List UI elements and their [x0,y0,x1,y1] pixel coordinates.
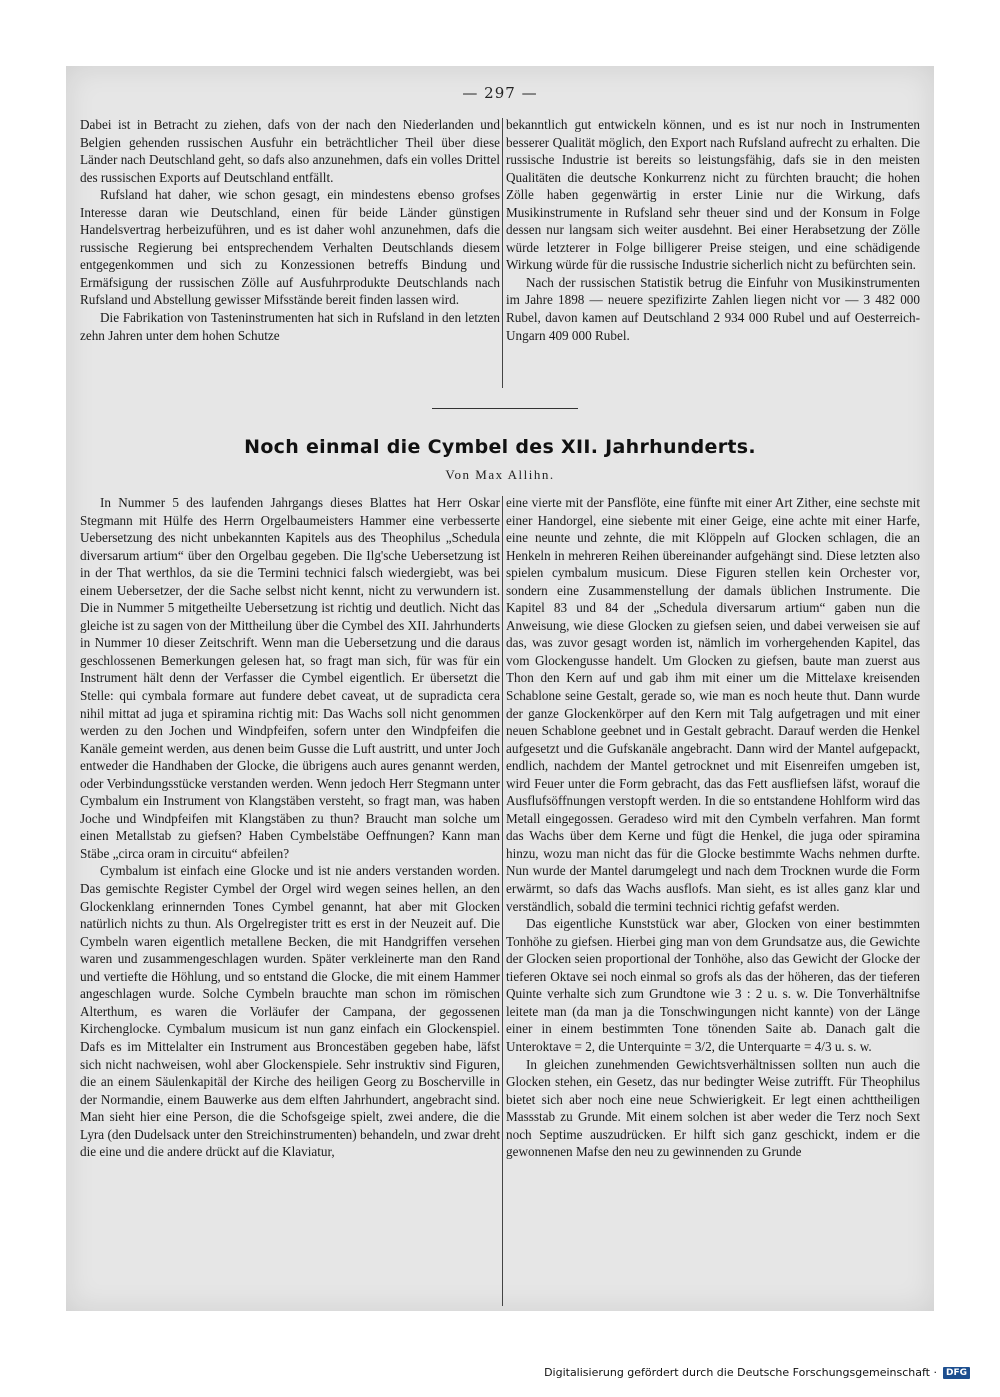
article-headline: Noch einmal die Cymbel des XII. Jahrhunderts. [244,436,756,458]
column-divider [502,118,503,388]
paragraph: Die Fabrikation von Tasteninstrumenten hat sich in Rufsland in den letzten zehn Jahren unter dem hohen Schutze [80,310,500,343]
dfg-logo-icon: DFG [943,1367,970,1379]
column-divider [502,496,503,1306]
bottom-left-column [80,494,500,1161]
article-byline: Von Max Allihn. [445,467,555,482]
credit-text: Digitalisierung gefördert durch die Deutsche Forschungsgemeinschaft · [544,1366,937,1379]
paragraph: Cymbalum ist einfach eine Glocke und ist nie anders verstanden worden. Das gemischte Register Cymbel der Orgel wird wegen seines hellen, an den Glockenklang erinnernden Tones Cymbel genannt, hat aber mit Glocken natürlich nichts zu thun. Als Orgelregister tritt es erst in der Neuzeit auf. Die Cymbeln waren eigentlich metallene Becken, die mit Handgriffen versehen waren und zusammengeschlagen wurden. Später verkleinerte man den Rand und vertiefte die Höhlung, und so entstand die Glocke, die mit einem Hammer angeschlagen wurde. Solche Cymbeln brauchte man schon im römischen Alterthum, es waren die Vorläufer der Campana, der gegossenen Kirchenglocke. Cymbalum musicum ist nun ganz einfach ein Glockenspiel. Dafs es im Mittelalter ein Instrument aus Broncestäben gegeben habe, läfst sich nicht nachweisen, wohl aber Glockenspiele. Sehr instruktiv sind Figuren, die an einem Säulenkapitäl der Kirche des heiligen Georg zu Boscherville in der Normandie, einem Bauwerke aus dem elften Jahrhundert, angebracht sind. Man sieht hier eine Person, die die Schofsgeige spielt, zwei andere, die die Lyra (den Dudelsack unter den Streichinstrumenten) behandeln, und zwar dreht die eine und die andere drückt auf die Klaviatur, [80,863,500,1160]
bottom-right-column [506,494,920,1161]
paragraph: bekanntlich gut entwickeln können, und es ist nur noch in Instrumenten besserer Qualität möglich, den Export nach Rufsland aufrecht zu erhalten. Die russische Industrie ist bereits so leistungsfähig, dafs sie in den meisten Qualitäten die deutsche Konkurrenz nicht zu fürchten braucht; die hohen Zölle haben gegenwärtig in erster Linie nur die Wirkung, dafs Musikinstrumente in Rufsland sehr theuer sind und der Konsum in Folge dessen nur langsam sich weiter ausdehnt. Bei einer Herabsetzung der Zölle würde letzterer in Folge billigerer Preise steigen, und eine schädigende Wirkung würde für die russische Industrie sicherlich nicht zu befürchten sein. [506,117,920,273]
scanned-page [66,66,934,1311]
paragraph: Das eigentliche Kunststück war aber, Glocken von einer bestimmten Tonhöhe zu giefsen. Hierbei ging man von dem Grundsatze aus, die Gewichte der Glocken seien proportional der Tonhöhe, also das Gewicht der Glocke der tieferen Oktave sei noch einmal so grofs als das der höheren, das der tieferen Quinte verhalte sich zum Grundtone wie 3 : 2 u. s. w. Die Tonverhältnifse leitete man (da man ja die Tonschwingungen nicht kannte) von der Länge einer in einem bestimmten Tone tönenden Saite ab. Danach galt die Unteroktave = 2, die Unterquinte = 3/2, die Unterquarte = 4/3 u. s. w. [506,916,920,1054]
top-left-column [80,116,500,344]
paragraph: Nach der russischen Statistik betrug die Einfuhr von Musikinstrumenten im Jahre 1898 — neuere spezifizirte Zahlen liegen nicht vor — 3 482 000 Rubel, davon kamen auf Deutschland 2 934 000 Rubel und auf Oesterreich-Ungarn 409 000 Rubel. [506,274,920,343]
paragraph: In gleichen zunehmenden Gewichtsverhältnissen sollten nun auch die Glocken stehen, ein Gesetz, das nur bedingter Weise zutrifft. Für Theophilus bietet sich aber noch eine neue Schwierigkeit. Er legt einen achttheiligen Massstab zu Grunde. Mit einem solchen ist aber weder die Terz noch Sext noch Septime auszudrücken. Er hilft sich ganz geschickt, indem er die gewonnenen Mafse den neu zu gewinnenden zu Grunde [506,1056,920,1160]
paragraph: In Nummer 5 des laufenden Jahrgangs dieses Blattes hat Herr Oskar Stegmann mit Hülfe des Herrn Orgelbaumeisters Hammer eine verbesserte Uebersetzung des nicht unbekannten Kapitels aus des Theophilus „Schedula diversarum artium“ über den Orgelbau gegeben. Die Ilg'sche Uebersetzung ist in der That werthlos, da sie die Termini technici falsch wiedergiebt, was bei einem Uebersetzer, der die Sache selbst nicht kennt, nicht zu verwundern ist. Die in Nummer 5 mitgetheilte Uebersetzung ist richtig und deutlich. Nicht das gleiche ist zu sagen von der Mittheilung über die Cymbel des XII. Jahrhunderts in Nummer 10 dieser Zeitschrift. Wenn man die Uebersetzung und die daraus geschlossenen Bemerkungen gelesen hat, so fragt man sich, für was für ein Instrument hält denn der Verfasser die Cymbel eigentlich. Er übersetzt die Stelle: qui cymbala formare aut fundere debet caveat, ut de supradicta cera nihil mittat ad juga et spiramina richtig mit: Das Wachs soll nicht genommen werden zu den Jochen und Windpfeifen, sofern unter den Windpfeifen die Kanäle gemeint werden, aus denen beim Gusse die Luft austritt, und unter Joch entweder die Handhaben der Glocke, die übrigens auch aures genannt werden, oder Verbindungsstücke verstanden werden. Wenn jedoch Herr Stegmann unter Cymbalum ein Instrument von Klangstäben versteht, so fragt man, was haben Joche und Windpfeifen mit Klangstäben zu thun? Braucht man solche um einen Metallstab zu giefsen? Haben Cymbelstäbe Oeffnungen? Kann man Stäbe „circa oram in circuitu“ abfeilen? [80,495,500,861]
section-divider [432,408,578,409]
paragraph: eine vierte mit der Pansflöte, eine fünfte mit einer Art Zither, eine sechste mit einer Handorgel, eine siebente mit einer Geige, eine achte mit einer Harfe, eine neunte und zehnte, die mit Klöppeln auf Glocken schlagen, die an Henkeln in mehreren Reihen übereinander aufgehängt sind. Diese letzten also spielen cymbalum musicum. Diese Figuren stellen kein Orchester vor, sondern eine Zusammenstellung der damals üblichen Instrumente. Die Kapitel 83 und 84 der „Schedula diversarum artium“ gaben nun die Anweisung, wie diese Glocken zu giefsen seien, und dabei verweisen sie auf das, was zuvor gesagt worden ist, nämlich im vorhergehenden Kapitel, das vom Glockengusse handelt. Um Glocken zu giefsen, baute man zuerst aus Thon den Kern auf und gab ihm mit einer um die Mittelaxe kreisenden Schablone seine Gestalt, gerade so, wie man es noch heute thut. Dann wurde der ganze Glockenkörper auf den Kern mit Talg aufgetragen und mit einer neuen Schablone geebnet und in Gestalt gebracht. Darauf werden die Henkel aufgesetzt und die Gufskanäle angebracht. Dann wird der Mantel aufgepackt, endlich, nachdem der Mantel getrocknet und mit Eisenreifen umgeben ist, wird Feuer unter die Form gebracht, das das Fett ausfliefsen läfst, worauf die Ausflufsöffnungen verstopft werden. In die so entstandene Hohlform wird das Metall eingegossen. Geradeso wird mit den Cymbeln verfahren. Man formt das Wachs über dem Kerne und fügt die Henkel, die juga oder spiramina hinzu, wozu man nicht das für die Glocke bestimmte Wachs nehmen durfte. Nun wurde der Mantel darumgelegt und nach dem Trocknen wurde die Form erwärmt, so dafs das Wachs ausflofs. Man sieht, es ist alles ganz klar und verständlich, sobald die termini technici richtig gefafst werden. [506,495,920,914]
digitization-credit [544,1366,970,1379]
paragraph: Dabei ist in Betracht zu ziehen, dafs von der nach den Niederlanden und Belgien gehenden russischen Ausfuhr ein beträchtlicher Theil über diese Länder nach Deutschland geht, so dafs also anzunehmen, dafs ein volles Drittel des russischen Exports auf Deutschland entfällt. [80,117,500,185]
page-number: — 297 — [462,84,538,102]
top-right-column [506,116,920,344]
paragraph: Rufsland hat daher, wie schon gesagt, ein mindestens ebenso grofses Interesse daran wie Deutschland, einen für beide Länder günstigen Handelsvertrag herbeizuführen, und es ist daher wohl anzunehmen, dafs die russische Regierung bei entsprechendem Verhalten Deutschlands diesem entgegenkommen und sich zu Konzessionen betreffs Bindung und Ermäfsigung der russischen Zölle auf Ausfuhrprodukte Deutschlands nach Rufsland und Abstellung gewisser Mifsstände bereit finden lassen wird. [80,187,500,308]
